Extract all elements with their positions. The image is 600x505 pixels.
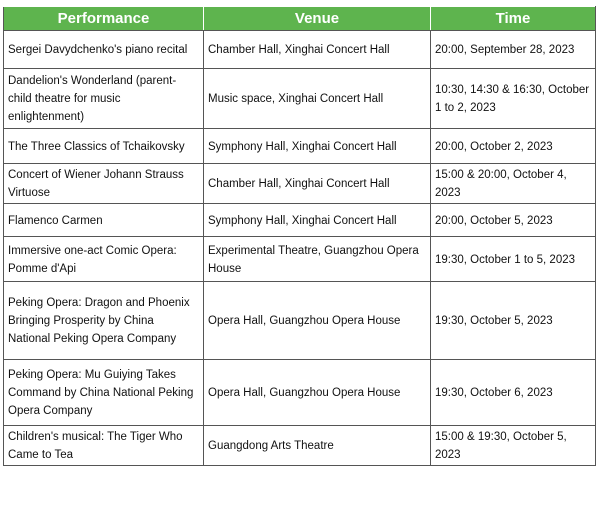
time-cell: 15:00 & 19:30, October 5, 2023 xyxy=(431,426,596,466)
table-row xyxy=(4,164,596,204)
time-cell: 20:00, October 2, 2023 xyxy=(431,129,596,164)
table-row xyxy=(4,426,596,466)
time-cell: 19:30, October 6, 2023 xyxy=(431,360,596,426)
column-header-venue: Venue xyxy=(204,7,431,31)
table-row xyxy=(4,282,596,360)
time-cell: 15:00 & 20:00, October 4, 2023 xyxy=(431,164,596,204)
table-row xyxy=(4,360,596,426)
venue-cell: Chamber Hall, Xinghai Concert Hall xyxy=(204,164,431,204)
table-header xyxy=(4,7,596,31)
performance-cell: Sergei Davydchenko's piano recital xyxy=(4,31,204,69)
table-row xyxy=(4,204,596,237)
performance-cell: Flamenco Carmen xyxy=(4,204,204,237)
performance-cell: Immersive one-act Comic Opera: Pomme d'Api xyxy=(4,237,204,282)
table-body xyxy=(4,31,596,466)
column-header-time: Time xyxy=(431,7,596,31)
performance-cell: Peking Opera: Mu Guiying Takes Command by China National Peking Opera Company xyxy=(4,360,204,426)
time-cell: 20:00, October 5, 2023 xyxy=(431,204,596,237)
performance-cell: Concert of Wiener Johann Strauss Virtuose xyxy=(4,164,204,204)
performance-cell: Peking Opera: Dragon and Phoenix Bringing Prosperity by China National Peking Opera Company xyxy=(4,282,204,360)
table-row xyxy=(4,31,596,69)
venue-cell: Chamber Hall, Xinghai Concert Hall xyxy=(204,31,431,69)
table-row xyxy=(4,237,596,282)
venue-cell: Experimental Theatre, Guangzhou Opera House xyxy=(204,237,431,282)
time-cell: 10:30, 14:30 & 16:30, October 1 to 2, 2023 xyxy=(431,69,596,129)
header-row xyxy=(4,7,596,31)
venue-cell: Symphony Hall, Xinghai Concert Hall xyxy=(204,204,431,237)
time-cell: 20:00, September 28, 2023 xyxy=(431,31,596,69)
performance-cell: Dandelion's Wonderland (parent-child theatre for music enlightenment) xyxy=(4,69,204,129)
table-row xyxy=(4,69,596,129)
performance-schedule-table xyxy=(3,6,596,466)
performance-cell: Children's musical: The Tiger Who Came to Tea xyxy=(4,426,204,466)
table-row xyxy=(4,129,596,164)
time-cell: 19:30, October 1 to 5, 2023 xyxy=(431,237,596,282)
venue-cell: Guangdong Arts Theatre xyxy=(204,426,431,466)
venue-cell: Symphony Hall, Xinghai Concert Hall xyxy=(204,129,431,164)
time-cell: 19:30, October 5, 2023 xyxy=(431,282,596,360)
performance-cell: The Three Classics of Tchaikovsky xyxy=(4,129,204,164)
venue-cell: Opera Hall, Guangzhou Opera House xyxy=(204,360,431,426)
venue-cell: Music space, Xinghai Concert Hall xyxy=(204,69,431,129)
column-header-performance: Performance xyxy=(4,7,204,31)
venue-cell: Opera Hall, Guangzhou Opera House xyxy=(204,282,431,360)
